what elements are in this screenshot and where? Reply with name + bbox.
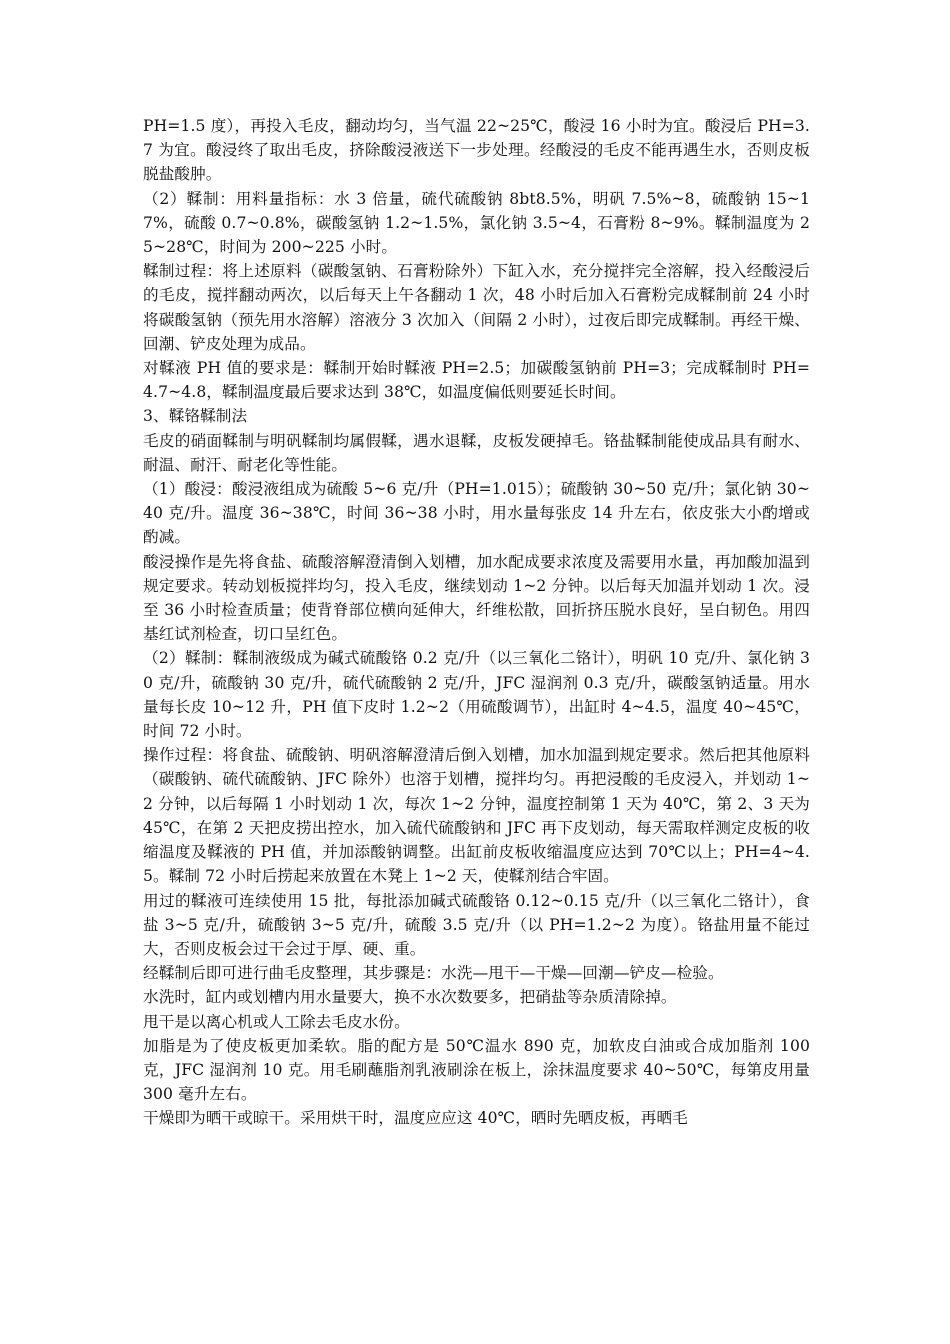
paragraph-chrome-acid-soak: （1）酸浸：酸浸液组成为硫酸 5~6 克/升（PH=1.015）；硫酸钠 30~50 克/升；氯化钠 30~40 克/升。温度 36~38℃，时间 36~38 小时，用水量每张皮 14 升左右，依皮张大小酌增或酌减。	[143, 480, 810, 547]
paragraph-drying: 干燥即为晒干或晾干。采用烘干时，温度应应这 40℃，晒时先晒皮板，再晒毛	[143, 1109, 688, 1128]
paragraph-washing: 水洗时，缸内或划槽内用水量要大，换不水次数要多，把硝盐等杂质清除掉。	[143, 988, 677, 1007]
section-heading-chrome-tanning: 3、鞣铬鞣制法	[143, 407, 248, 426]
paragraph-acid-soak-end: PH=1.5 度），再投入毛皮，翻动均匀，当气温 22~25℃，酸浸 16 小时为宜。酸浸后 PH=3.7 为宜。酸浸终了取出毛皮，挤除酸浸液送下一步处理。经酸浸的毛皮不能再遇生水，否则皮板脱盐酸肿。	[143, 117, 810, 184]
paragraph-chrome-operation: 操作过程：将食盐、硫酸钠、明矾溶解澄清后倒入划槽，加水加温到规定要求。然后把其他原料（碳酸钠、硫代硫酸钠、JFC 除外）也溶于划槽，搅拌均匀。再把浸酸的毛皮浸入，并划动 1~2 分钟，以后每隔 1 小时划动 1 次，每次 1~2 分钟，温度控制第 1 天为 40℃，第 2、3 天为 45℃，在第 2 天把皮捞出控水，加入硫代硫酸钠和 JFC 再下皮划动，每天需取样测定皮板的收缩温度及鞣液的 PH 值，并加添酸钠调整。出缸前皮板收缩温度应达到 70℃以上；PH=4~4.5。鞣制 72 小时后捞起来放置在木凳上 1~2 天，使鞣剂结合牢固。	[143, 746, 810, 886]
paragraph-finishing-steps: 经鞣制后即可进行曲毛皮整理，其步骤是：水洗—甩干—干燥—回潮—铲皮—检验。	[143, 964, 724, 983]
paragraph-tanning-dosage: （2）鞣制：用料量指标：水 3 倍量，硫代硫酸钠 8bt8.5%，明矾 7.5%~8，硫酸钠 15~17%，硫酸 0.7~0.8%，碳酸氢钠 1.2~1.5%，氯化钠 3.5~4，石膏粉 8~9%。鞣制温度为 25~28℃，时间为 200~225 小时。	[143, 189, 810, 257]
paragraph-fatliquoring: 加脂是为了使皮板更加柔软。脂的配方是 50℃温水 890 克，加软皮白油或合成加脂剂 100 克，JFC 湿润剂 10 克。用毛刷蘸脂剂乳液刷涂在板上，涂抹温度要求 40~50℃，每第皮用量 300 毫升左右。	[143, 1036, 810, 1104]
paragraph-chrome-intro: 毛皮的硝面鞣制与明矾鞣制均属假鞣，遇水退鞣，皮板发硬掉毛。铬盐鞣制能使成品具有耐水、耐温、耐汗、耐老化等性能。	[143, 431, 810, 474]
document-page	[143, 114, 810, 1131]
paragraph-tanning-process: 鞣制过程：将上述原料（碳酸氢钠、石膏粉除外）下缸入水，充分搅拌完全溶解，投入经酸浸后的毛皮，搅拌翻动两次，以后每天上午各翻动 1 次，48 小时后加入石膏粉完成鞣制前 24 小时将碳酸氢钠（预先用水溶解）溶液分 3 次加入（间隔 2 小时），过夜后即完成鞣制。再经干燥、回潮、铲皮处理为成品。	[143, 262, 810, 353]
paragraph-chrome-tanning-liquor: （2）鞣制：鞣制液级成为碱式硫酸铬 0.2 克/升（以三氧化二铬计），明矾 10 克/升、氯化钠 30 克/升，硫酸钠 30 克/升，硫代硫酸钠 2 克/升，JFC 湿润剂 0.3 克/升，碳酸氢钠适量。用水量每长皮 10~12 升，PH 值下皮时 1.2~2（用硫酸调节），出缸时 4~4.5，温度 40~45℃，时间 72 小时。	[143, 649, 810, 741]
paragraph-tanning-ph: 对鞣液 PH 值的要求是：鞣制开始时鞣液 PH=2.5；加碳酸氢钠前 PH=3；完成鞣制时 PH=4.7~4.8，鞣制温度最后要求达到 38℃，如温度偏低则要延长时间。	[143, 359, 810, 402]
paragraph-acid-soak-operation: 酸浸操作是先将食盐、硫酸溶解澄清倒入划槽，加水配成要求浓度及需要用水量，再加酸加温到规定要求。转动划板搅拌均匀，投入毛皮，继续划动 1~2 分钟。以后每天加温并划动 1 次。浸至 36 小时检查质量；使背脊部位横向延伸大，纤维松散，回折挤压脱水良好，呈白韧色。用四基红试剂检查，切口呈红色。	[143, 552, 810, 644]
paragraph-liquor-reuse: 用过的鞣液可连续使用 15 批，每批添加碱式硫酸铬 0.12~0.15 克/升（以三氧化二铬计），食盐 3~5 克/升，硫酸钠 3~5 克/升，硫酸 3.5 克/升（以 PH=1.2~2 为度）。铬盐用量不能过大，否则皮板会过干会过于厚、硬、重。	[143, 891, 810, 958]
paragraph-spin-drying: 甩干是以离心机或人工除去毛皮水份。	[143, 1012, 410, 1031]
